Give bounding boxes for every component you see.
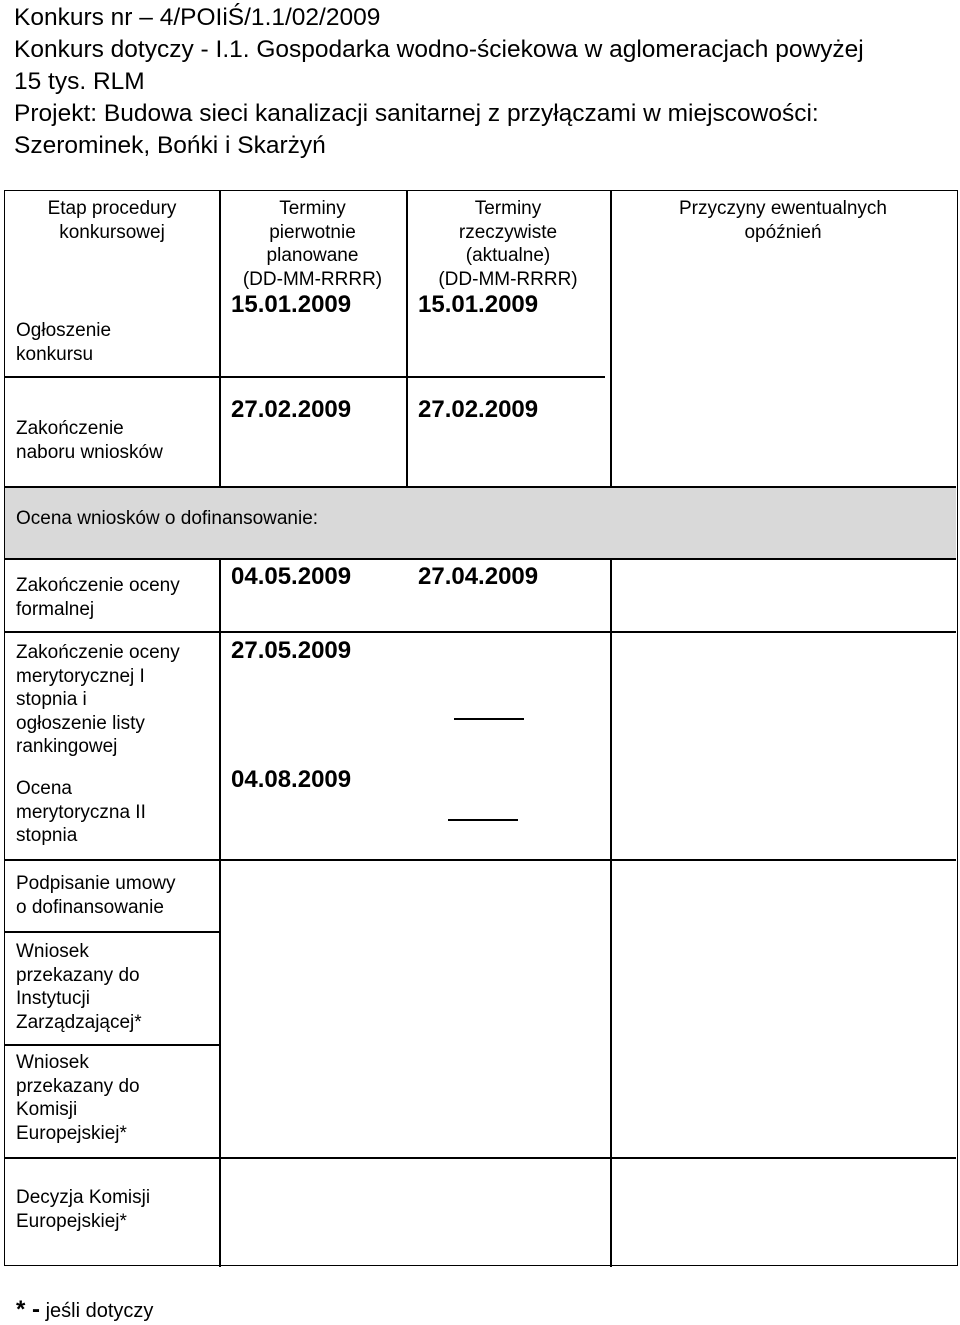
contest-subject: Konkurs dotyczy - I.1. Gospodarka wodno-ściekowa w aglomeracjach powyżej — [14, 36, 864, 63]
row-divider — [5, 1157, 956, 1159]
row-divider — [5, 558, 956, 560]
stage-wniosek-iz: Wniosek przekazany do Instytucji Zarządzającej* — [16, 941, 142, 1033]
no-date-dash — [448, 819, 518, 821]
stage-ocena-merytoryczna-1: Zakończenie oceny merytorycznej I stopnia i ogłoszenie listy rankingowej — [16, 642, 180, 757]
document-header — [14, 2, 954, 162]
col-divider — [610, 558, 612, 1267]
planned-date: 04.08.2009 — [231, 766, 352, 793]
stage-zakonczenie-naboru: Zakończenie naboru wniosków — [16, 418, 163, 463]
contest-subject-cont: 15 tys. RLM — [14, 68, 145, 95]
stage-podpisanie-umowy: Podpisanie umowy o dofinansowanie — [16, 873, 176, 918]
project-locations: Szerominek, Bońki i Skarżyń — [14, 132, 326, 159]
col-header-reasons: Przyczyny ewentualnych opóźnień — [678, 198, 888, 243]
stage-ocena-merytoryczna-2: Ocena merytoryczna II stopnia — [16, 778, 146, 846]
section-heading: Ocena wniosków o dofinansowanie: — [16, 508, 319, 529]
contest-number: Konkurs nr – 4/POIiŚ/1.1/02/2009 — [14, 4, 381, 31]
footnote-marker: * - — [16, 1296, 40, 1323]
row-divider — [5, 931, 220, 933]
planned-date: 27.02.2009 — [231, 396, 352, 423]
row-divider — [5, 1044, 220, 1046]
footnote-text: jeśli dotyczy — [45, 1300, 154, 1322]
col-header-actual: Terminy rzeczywiste (aktualne) (DD-MM-RRRR) — [438, 198, 578, 290]
row-divider — [5, 376, 605, 378]
col-divider — [219, 558, 221, 1267]
actual-date: 15.01.2009 — [418, 291, 539, 318]
planned-date: 15.01.2009 — [231, 291, 352, 318]
col-header-stage: Etap procedury konkursowej — [47, 198, 177, 243]
footnote — [16, 1296, 153, 1324]
actual-date: 27.02.2009 — [418, 396, 539, 423]
row-divider — [5, 859, 956, 861]
row-divider — [5, 631, 956, 633]
planned-date: 04.05.2009 — [231, 563, 352, 590]
row-divider — [5, 486, 956, 488]
col-header-planned: Terminy pierwotnie planowane (DD-MM-RRRR) — [242, 198, 383, 290]
project-title: Projekt: Budowa sieci kanalizacji sanitarnej z przyłączami w miejscowości: — [14, 100, 819, 127]
actual-date: 27.04.2009 — [418, 563, 539, 590]
schedule-table — [4, 190, 958, 1266]
planned-date: 27.05.2009 — [231, 637, 352, 664]
stage-ogloszenie: Ogłoszenie konkursu — [16, 320, 112, 365]
stage-ocena-formalna: Zakończenie oceny formalnej — [16, 575, 180, 620]
no-date-dash — [454, 718, 524, 720]
stage-wniosek-ke: Wniosek przekazany do Komisji Europejskiej* — [16, 1052, 140, 1144]
stage-decyzja-ke: Decyzja Komisji Europejskiej* — [16, 1187, 151, 1232]
